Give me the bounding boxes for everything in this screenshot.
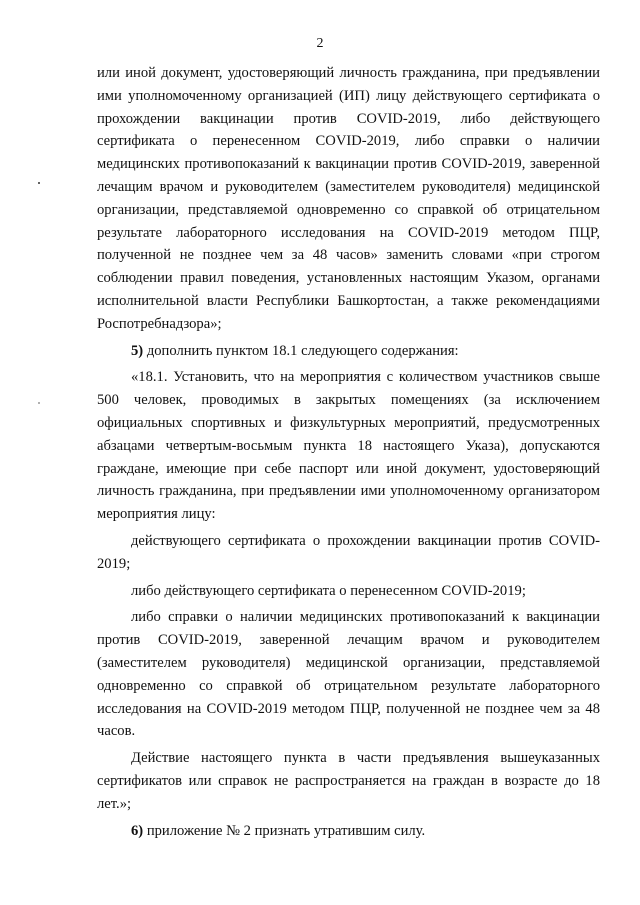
list-item-5-number: 5) [131,342,144,359]
list-item-6-number: 6) [131,822,144,839]
paragraph-18-1: «18.1. Установить, что на мероприятия с количеством участников свыше 500 человек, проводимых в закрытых помещениях (за исключением официальных спортивных и физкультурных мероприятий, предусмотренных абзацами четвертым-восьмым пункта 18 настоящего Указа), допускаются граждане, имеющие при себе паспорт или иной документ, удостоверяющий личность гражданина, при предъявлении ими уполномоченному организатором мероприятия лицу: [97,369,600,523]
paragraph-age-exemption: Действие настоящего пункта в части предъявления вышеуказанных сертификатов или справок не распространяется на граждан в возрасте до 18 лет.»; [97,750,600,812]
margin-mark [38,402,40,404]
margin-mark [38,182,40,184]
paragraph-continuation: или иной документ, удостоверяющий личность гражданина, при предъявлении ими уполномоченному организацией (ИП) лицу действующего сертификата о прохождении вакцинации против COVID-2019, либо действующего сертификата о перенесенном COVID-2019, либо справки о наличии медицинских противопоказаний к вакцинации против COVID-2019, заверенной лечащим врачом и руководителем (заместителем руководителя) медицинской организации, представляемой одновременно со справкой об отрицательном результате лабораторного исследования на COVID-2019 методом ПЦР, полученной не позднее чем за 48 часов» заменить словами «при строгом соблюдении правил поведения, установленных настоящим Указом, органами исполнительной власти Республики Башкортостан, а также рекомендациями Роспотребнадзора»; [97,65,600,332]
list-item-5 [97,340,600,363]
list-item-5-text: дополнить пунктом 18.1 следующего содержания: [143,342,459,359]
paragraph-certificate-vaccination: действующего сертификата о прохождении вакцинации против COVID-2019; [97,532,600,572]
page-number: 2 [316,36,324,51]
document-body [97,62,600,842]
paragraph-medical-exemption: либо справки о наличии медицинских противопоказаний к вакцинации против COVID-2019, заверенной лечащим врачом и руководителем (заместителем руководителя) медицинской организации, представляемой одновременно со справкой об отрицательном результате лабораторного исследования на COVID-2019 методом ПЦР, полученной не позднее чем за 48 часов. [97,609,600,740]
list-item-6 [97,820,600,843]
list-item-6-text: приложение № 2 признать утратившим силу. [143,822,426,839]
paragraph-certificate-recovered: либо действующего сертификата о перенесенном COVID-2019; [131,582,526,599]
